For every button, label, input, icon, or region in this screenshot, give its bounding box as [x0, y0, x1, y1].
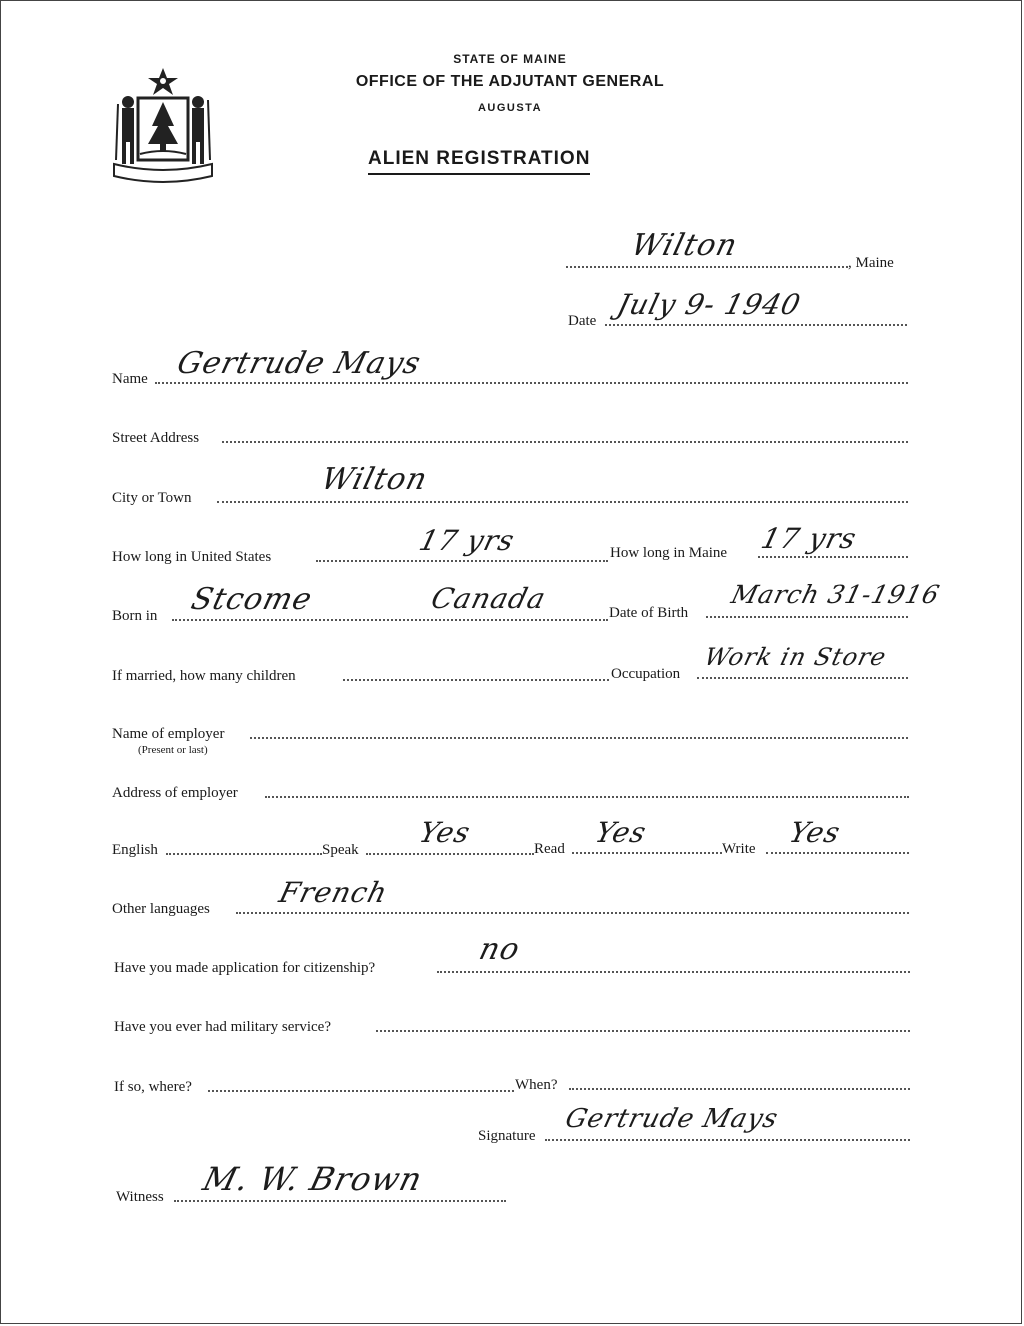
city-value: Wilton — [317, 462, 432, 497]
speak-value: Yes — [415, 816, 475, 849]
born-country-value: Canada — [427, 582, 550, 615]
employer-label: Name of employer — [112, 726, 225, 742]
military-label: Have you ever had military service? — [114, 1019, 331, 1035]
signature-line — [545, 1137, 910, 1141]
header-state: STATE OF MAINE — [453, 52, 567, 66]
dob-line — [706, 614, 908, 618]
employer-address-line — [265, 794, 909, 798]
where-label: If so, where? — [114, 1079, 192, 1095]
name-value: Gertrude Mays — [173, 346, 425, 381]
employer-line — [250, 735, 908, 739]
other-languages-label: Other languages — [112, 901, 210, 917]
read-value: Yes — [591, 816, 651, 849]
form-title: ALIEN REGISTRATION — [368, 148, 590, 175]
date-value: July 9- 1940 — [613, 288, 805, 321]
dob-label: Date of Birth — [609, 605, 689, 621]
write-line — [766, 850, 909, 854]
us-value: 17 yrs — [415, 524, 519, 557]
occupation-value: Work in Store — [701, 643, 890, 671]
place-line — [566, 264, 848, 268]
military-line — [376, 1028, 910, 1032]
place-suffix-label: , Maine — [848, 255, 894, 271]
occupation-label: Occupation — [611, 666, 681, 682]
name-label: Name — [112, 371, 148, 387]
write-value: Yes — [785, 816, 845, 849]
witness-label: Witness — [116, 1189, 164, 1205]
city-label: City or Town — [112, 490, 192, 506]
where-line — [208, 1088, 514, 1092]
other-languages-line — [236, 910, 909, 914]
witness-line — [174, 1198, 506, 1202]
read-line — [572, 850, 722, 854]
dob-value: March 31-1916 — [728, 580, 944, 609]
english-line — [166, 851, 322, 855]
english-label: English — [112, 842, 158, 858]
signature-value: Gertrude Mays — [562, 1104, 782, 1134]
state-seal-icon — [108, 64, 218, 189]
employer-sublabel: (Present or last) — [138, 744, 208, 756]
speak-line — [366, 851, 534, 855]
read-label: Read — [534, 841, 565, 857]
maine-label: How long in Maine — [610, 545, 728, 561]
born-line — [172, 617, 608, 621]
citizenship-line — [437, 969, 910, 973]
place-value: Wilton — [627, 228, 742, 263]
children-line — [343, 677, 609, 681]
us-line — [316, 558, 608, 562]
born-place-value: Stcome — [187, 582, 317, 617]
write-label: Write — [722, 841, 756, 857]
when-line — [569, 1086, 910, 1090]
signature-label: Signature — [478, 1128, 536, 1144]
street-line — [222, 439, 908, 443]
city-line — [217, 499, 908, 503]
occupation-line — [697, 675, 908, 679]
date-label: Date — [568, 313, 597, 329]
citizenship-value: no — [475, 932, 524, 967]
header-city: AUGUSTA — [477, 102, 543, 114]
witness-value: M. W. Brown — [199, 1160, 427, 1198]
date-line — [605, 322, 907, 326]
maine-value: 17 yrs — [757, 522, 861, 555]
when-label: When? — [515, 1077, 558, 1093]
speak-label: Speak — [322, 842, 359, 858]
employer-address-label: Address of employer — [112, 785, 238, 801]
citizenship-label: Have you made application for citizenship? — [114, 960, 376, 976]
street-label: Street Address — [112, 430, 200, 446]
us-label: How long in United States — [112, 549, 272, 565]
born-label: Born in — [112, 608, 158, 624]
other-languages-value: French — [275, 876, 392, 909]
header-office: OFFICE OF THE ADJUTANT GENERAL — [355, 73, 665, 90]
children-label: If married, how many children — [112, 668, 296, 684]
